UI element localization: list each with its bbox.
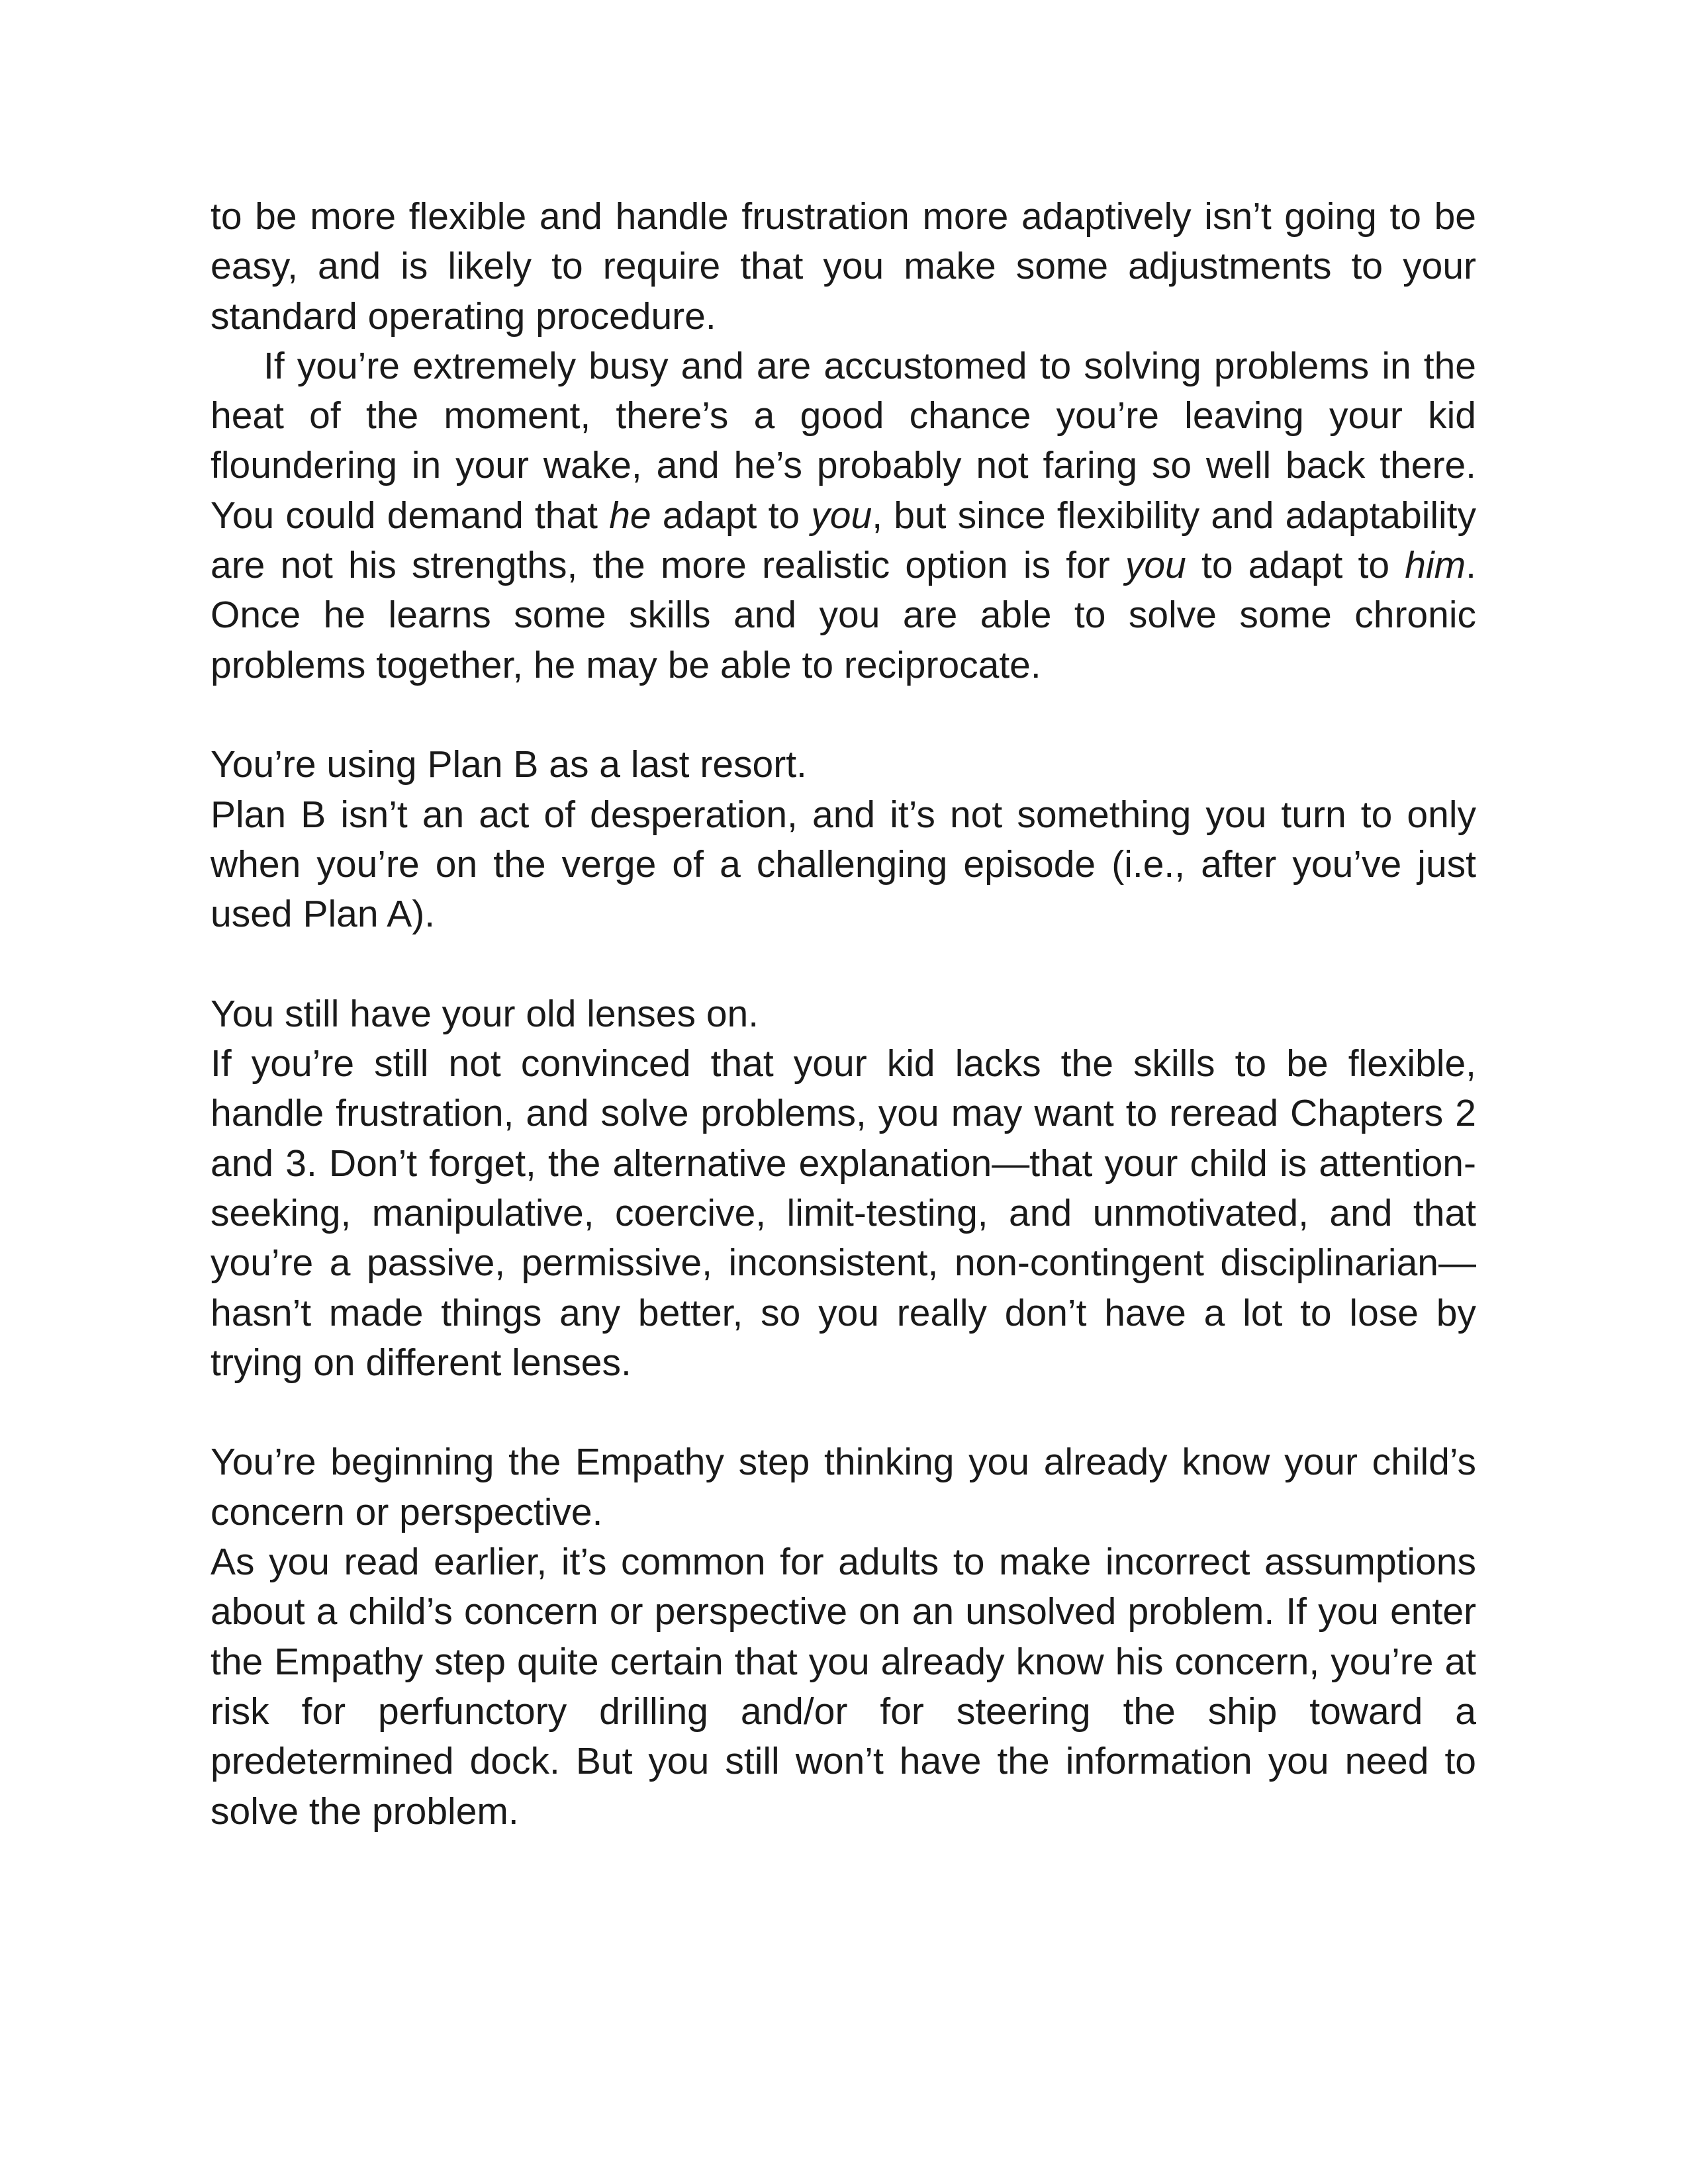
section-body-last-resort: Plan B isn’t an act of desperation, and it’s not something you turn to only when you’re on the verge of a challenging episode (i.e., after you’ve just used Plan A). bbox=[211, 793, 1476, 936]
section-body-empathy: As you read earlier, it’s common for adults to make incorrect assumptions about a child’s concern or perspective on an unsolved problem. If you enter the Empathy step quite certain that you already know his concern, you’re at risk for perfunctory drilling and/or for steering the ship toward a predetermined dock. But you still won’t have the information you need to solve the problem. bbox=[211, 1541, 1476, 1833]
paragraph-adapt-text-a: If you’re extremely busy and are accustomed to solving problems in the heat of the moment, there’s a good chance you’re leaving your kid floundering in your wake, and he’s probably not faring so well back there. You could demand that bbox=[211, 344, 1476, 537]
paragraph-adapt-text-c: , but since flexibility and adaptability are not his strengths, the more realistic option is for bbox=[211, 494, 1477, 587]
paragraph-adapt-text-e: . Once he learns some skills and you are able to solve some chronic problems together, he may be able to reciprocate. bbox=[211, 544, 1476, 686]
emphasis-you: you bbox=[811, 494, 872, 537]
page-body bbox=[211, 192, 1476, 1837]
paragraph-adapt bbox=[211, 341, 1476, 690]
section-spacer bbox=[211, 1388, 1476, 1437]
section-body-old-lenses: If you’re still not convinced that your kid lacks the skills to be flexible, handle frustration, and solve problems, you may want to reread Chapters 2 and 3. Don’t forget, the alternative explanation—that your child is attention-seeking, manipulative, coercive, limit-testing, and unmotivated, and that you’re a passive, permissive, inconsistent, non-contingent disciplinarian—hasn’t made things any better, so you really don’t have a lot to lose by trying on different lenses. bbox=[211, 1042, 1476, 1384]
section-spacer bbox=[211, 939, 1476, 989]
section-spacer bbox=[211, 690, 1476, 740]
emphasis-he: he bbox=[609, 494, 651, 537]
paragraph-adapt-text-b: adapt to bbox=[651, 494, 812, 537]
emphasis-him: him bbox=[1405, 544, 1466, 587]
section-heading-old-lenses: You still have your old lenses on. bbox=[211, 992, 759, 1035]
emphasis-you-2: you bbox=[1125, 544, 1186, 587]
section-heading-last-resort: You’re using Plan B as a last resort. bbox=[211, 743, 807, 786]
paragraph-adapt-text-d: to adapt to bbox=[1186, 544, 1405, 587]
paragraph-continuation: to be more flexible and handle frustration more adaptively isn’t going to be easy, and is likely to require that you make some adjustments to your standard operating procedure. bbox=[211, 195, 1476, 338]
section-heading-empathy: You’re beginning the Empathy step thinking you already know your child’s concern or perspective. bbox=[211, 1441, 1476, 1533]
